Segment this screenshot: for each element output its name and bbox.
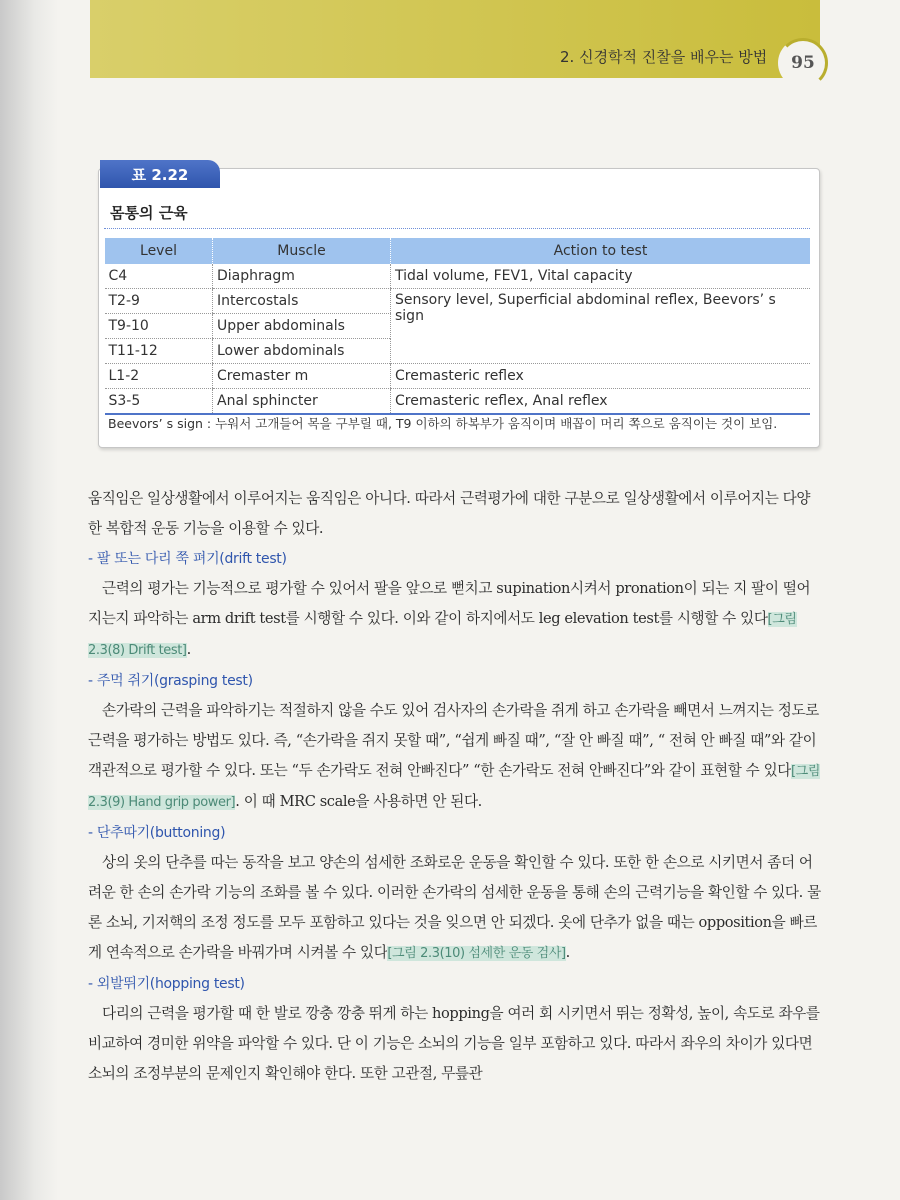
table-row — [105, 289, 811, 314]
table-row — [105, 364, 811, 389]
book-spine-shadow — [0, 0, 58, 1200]
table-tab: 표 2.22 — [100, 160, 220, 188]
figure-reference: [그림 2.3(8) Drift test] — [88, 612, 797, 658]
buttoning-paragraph: 상의 옷의 단추를 따는 동작을 보고 양손의 섬세한 조화로운 운동을 확인할 수 있다. 또한 한 손으로 시키면서 좀더 어려운 한 손의 손가락 기능의 조화를 볼 수 있다. 이러한 손가락의 섬세한 운동을 통해 손의 근력기능을 확인할 수 있다. 물론 소뇌, 기저핵의 조정 정도를 모두 포함하고 있다는 것을 잊으면 안 되겠다. 옷에 단추가 없을 때는 opposition을 빠르게 연속적으로 손가락을 바꿔가며 시켜볼 수 있다[그림 2.3(10) 섬세한 운동 검사]. — [88, 854, 821, 961]
figure-reference: [그림 2.3(10) 섬세한 운동 검사] — [387, 946, 566, 961]
cell-level: T2-9 — [105, 289, 213, 314]
cell-action: Cremasteric reflex, Anal reflex — [391, 389, 811, 415]
paragraph-text: 근력의 평가는 기능적으로 평가할 수 있어서 팔을 앞으로 뻗치고 supination시켜서 pronation이 되는 지 팔이 떨어지는지 파악하는 arm drift test를 시행할 수 있다. 이와 같이 하지에서도 leg elevation test를 시행할 수 있다 — [88, 580, 811, 627]
table-divider — [104, 228, 810, 229]
cell-action: Cremasteric reflex — [391, 364, 811, 389]
section-heading-hopping-test: - 외발뛰기(hopping test) — [88, 976, 245, 992]
cell-level: T11-12 — [105, 339, 213, 364]
cell-muscle: Upper abdominals — [213, 314, 391, 339]
cell-action: Tidal volume, FEV1, Vital capacity — [391, 264, 811, 289]
col-header-action: Action to test — [391, 238, 811, 264]
intro-paragraph: 움직임은 일상생활에서 이루어지는 움직임은 아니다. 따라서 근력평가에 대한 구분으로 일상생활에서 이루어지는 다양한 복합적 운동 기능을 이용할 수 있다. — [88, 490, 811, 537]
cell-level: L1-2 — [105, 364, 213, 389]
grasping-test-paragraph — [88, 696, 822, 818]
cell-muscle: Diaphragm — [213, 264, 391, 289]
col-header-level: Level — [105, 238, 213, 264]
muscle-table — [104, 238, 810, 415]
paragraph-text: . 이 때 MRC scale을 사용하면 안 된다. — [235, 793, 482, 810]
table-row — [105, 264, 811, 289]
section-heading-grasping-test: - 주먹 쥐기(grasping test) — [88, 673, 253, 689]
table-title: 몸통의 근육 — [110, 204, 188, 222]
cell-muscle: Anal sphincter — [213, 389, 391, 415]
drift-test-paragraph: 근력의 평가는 기능적으로 평가할 수 있어서 팔을 앞으로 뻗치고 supination시켜서 pronation이 되는 지 팔이 떨어지는지 파악하는 arm drift test를 시행할 수 있다. 이와 같이 하지에서도 leg elevation test를 시행할 수 있다[그림 2.3(8) Drift test]. — [88, 580, 811, 658]
figure-reference: [그림 2.3(9) Hand grip power] — [88, 764, 821, 810]
cell-muscle: Lower abdominals — [213, 339, 391, 364]
cell-muscle: Intercostals — [213, 289, 391, 314]
col-header-muscle: Muscle — [213, 238, 391, 264]
body-text — [88, 484, 822, 1089]
section-heading-buttoning: - 단추따기(buttoning) — [88, 825, 226, 841]
paragraph-text: 손가락의 근력을 파악하기는 적절하지 않을 수도 있어 검사자의 손가락을 쥐게 하고 손가락을 빼면서 느껴지는 정도로 근력을 평가하는 방법도 있다. 즉, “손가락을 쥐지 못할 때”, “쉽게 빠질 때”, “잘 안 빠질 때”, “ 전혀 안 빠질 때”와 같이 객관적으로 평가할 수 있다. 또는 “두 손가락도 전혀 안빠진다” “한 손가락도 전혀 안빠진다”와 같이 표현할 수 있다 — [88, 702, 819, 779]
chapter-title: 2. 신경학적 진찰을 배우는 방법 — [560, 48, 768, 66]
cell-level: T9-10 — [105, 314, 213, 339]
paragraph-text: 상의 옷의 단추를 따는 동작을 보고 양손의 섬세한 조화로운 운동을 확인할 수 있다. 또한 한 손으로 시키면서 좀더 어려운 한 손의 손가락 기능의 조화를 볼 수 있다. 이러한 손가락의 섬세한 운동을 통해 손의 근력기능을 확인할 수 있다. 물론 소뇌, 기저핵의 조정 정도를 모두 포함하고 있다는 것을 잊으면 안 되겠다. 옷에 단추가 없을 때는 opposition을 빠르게 연속적으로 손가락을 바꿔가며 시켜볼 수 있다 — [88, 854, 821, 961]
table-row — [105, 389, 811, 415]
cell-level: C4 — [105, 264, 213, 289]
cell-level: S3-5 — [105, 389, 213, 415]
page-number: 95 — [778, 38, 828, 88]
table-footnote: Beevors’ s sign : 누워서 고개들어 목을 구부릴 때, T9 이하의 하복부가 움직이며 배꼽이 머리 쪽으로 움직이는 것이 보임. — [108, 416, 778, 431]
section-heading-drift-test: - 팔 또는 다리 쭉 펴기(drift test) — [88, 551, 287, 567]
cell-muscle: Cremaster m — [213, 364, 391, 389]
cell-action: Sensory level, Superficial abdominal reflex, Beevors’ s sign — [391, 289, 811, 364]
hopping-test-paragraph: 다리의 근력을 평가할 때 한 발로 깡충 깡충 뛰게 하는 hopping을 여러 회 시키면서 뛰는 정확성, 높이, 속도로 좌우를 비교하여 경미한 위약을 파악할 수 있다. 단 이 기능은 소뇌의 기능을 일부 포함하고 있다. 따라서 좌우의 차이가 있다면 소뇌의 조정부분의 문제인지 확인해야 한다. 또한 고관절, 무릎관 — [88, 1005, 820, 1082]
